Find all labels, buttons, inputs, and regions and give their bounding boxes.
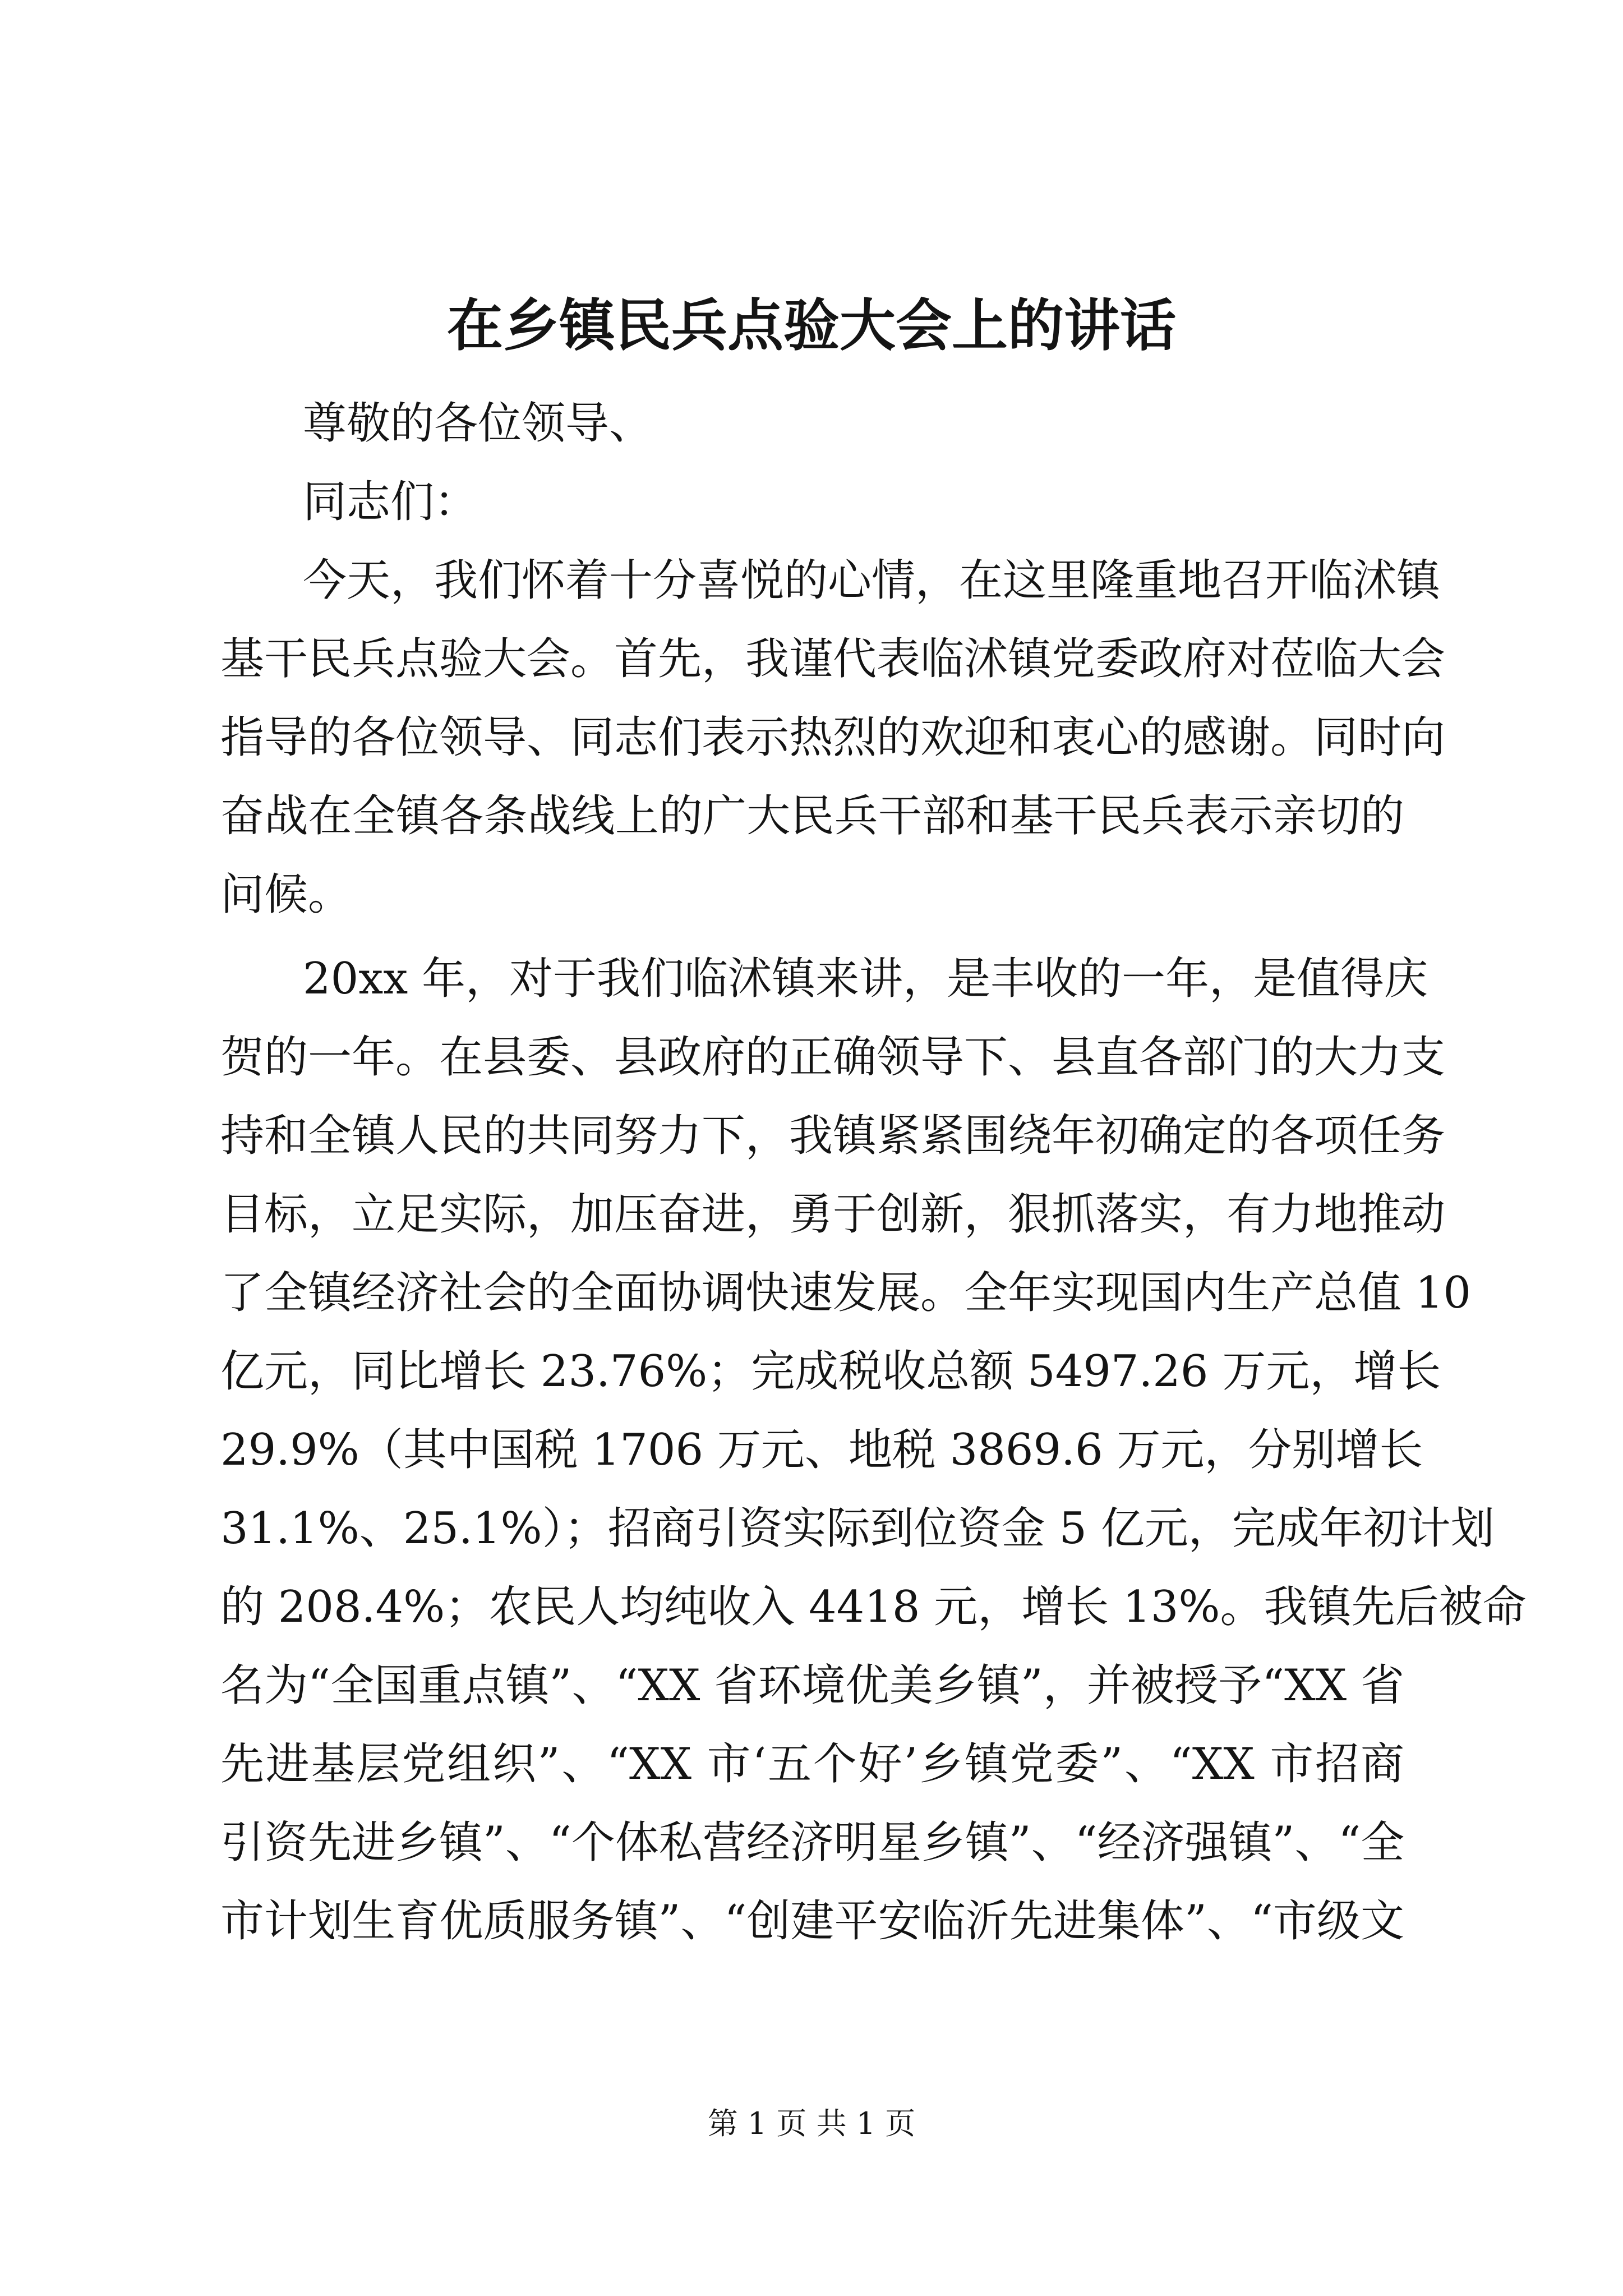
paragraph-2-line-3: 持和全镇人民的共同努力下，我镇紧紧围绕年初确定的各项任务 xyxy=(220,1111,1446,1161)
paragraph-2-line-8: 31.1%、25.1%）；招商引资实际到位资金 5 亿元，完成年初计划 xyxy=(220,1503,1495,1554)
paragraph-1-line-3: 指导的各位领导、同志们表示热烈的欢迎和衷心的感谢。同时向 xyxy=(220,712,1446,763)
paragraph-2-line-5: 了全镇经济社会的全面协调快速发展。全年实现国内生产总值 10 xyxy=(220,1268,1472,1318)
paragraph-1-line-1: 今天，我们怀着十分喜悦的心情，在这里隆重地召开临沭镇 xyxy=(303,555,1441,606)
paragraph-1-line-5: 问候。 xyxy=(220,869,352,920)
paragraph-2-line-2: 贺的一年。在县委、县政府的正确领导下、县直各部门的大力支 xyxy=(220,1032,1446,1083)
page-title: 在乡镇民兵点验大会上的讲话 xyxy=(447,292,1176,358)
page-indicator: 第 1 页 共 1 页 xyxy=(707,2106,916,2141)
paragraph-2-line-11: 先进基层党组织”、“XX 市‘五个好’乡镇党委”、“XX 市招商 xyxy=(220,1739,1404,1789)
paragraph-2-line-6: 亿元，同比增长 23.76%；完成税收总额 5497.26 万元，增长 xyxy=(220,1346,1441,1397)
salutation-line-2: 同志们： xyxy=(303,477,478,527)
paragraph-2-line-4: 目标，立足实际，加压奋进，勇于创新，狠抓落实，有力地推动 xyxy=(220,1189,1446,1240)
salutation-line-1: 尊敬的各位领导、 xyxy=(303,398,653,449)
paragraph-2-line-13: 市计划生育优质服务镇”、“创建平安临沂先进集体”、“市级文 xyxy=(220,1896,1404,1947)
paragraph-2-line-10: 名为“全国重点镇”、“XX 省环境优美乡镇”，并被授予“XX 省 xyxy=(220,1660,1404,1711)
paragraph-1-line-4: 奋战在全镇各条战线上的广大民兵干部和基干民兵表示亲切的 xyxy=(220,791,1404,841)
paragraph-1-line-2: 基干民兵点验大会。首先，我谨代表临沭镇党委政府对莅临大会 xyxy=(220,634,1446,684)
paragraph-2-line-7: 29.9%（其中国税 1706 万元、地税 3869.6 万元，分别增长 xyxy=(220,1425,1423,1475)
paragraph-2-line-1: 20xx 年，对于我们临沭镇来讲，是丰收的一年，是值得庆 xyxy=(303,954,1428,1004)
paragraph-2-line-9: 的 208.4%；农民人均纯收入 4418 元，增长 13%。我镇先后被命 xyxy=(220,1582,1527,1632)
paragraph-2-line-12: 引资先进乡镇”、“个体私营经济明星乡镇”、“经济强镇”、“全 xyxy=(220,1818,1405,1868)
